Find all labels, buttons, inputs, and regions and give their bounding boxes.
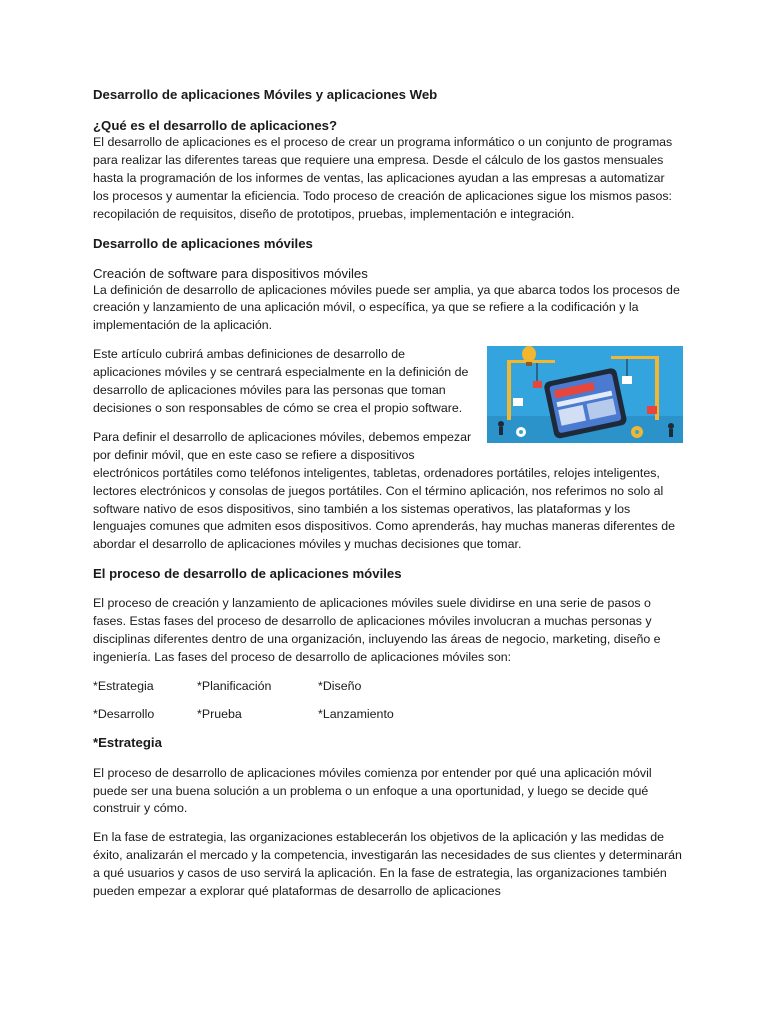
phase-item: *Planificación <box>197 678 272 693</box>
document-body <box>93 86 683 912</box>
strategy-paragraph-1: El proceso de desarrollo de aplicaciones móviles comienza por entender por qué una aplicación móvil puede ser una buena solución a un problema o un enfoque a una oportunidad, y luego se decide qué construir y cómo. <box>93 765 652 816</box>
phase-item: *Estrategia <box>93 678 154 693</box>
phases-row-1 <box>93 678 683 696</box>
document-title: Desarrollo de aplicaciones Móviles y aplicaciones Web <box>93 87 438 102</box>
article-intro-block <box>93 346 683 418</box>
phase-item: *Lanzamiento <box>318 706 394 721</box>
what-is-app-dev-paragraph: El desarrollo de aplicaciones es el proceso de crear un programa informático o un conjunto de programas para realizar las diferentes tareas que requiere una empresa. Desde el cálculo de los gastos mensuales hasta la programación de los informes de ventas, las aplicaciones ayudan a las empresas a automatizar los procesos y aumentar la eficiencia. Todo proceso de creación de aplicaciones sigue los mismos pasos: recopilación de requisitos, diseño de prototipos, pruebas, implementación e integración. <box>93 135 673 221</box>
software-definition-paragraph: La definición de desarrollo de aplicaciones móviles puede ser amplia, ya que abarca todos los procesos de creación y lanzamiento de una aplicación móvil, o específica, ya que se refiere a la codificación y la implementación de la aplicación. <box>93 282 680 333</box>
phases-row-2 <box>93 706 683 724</box>
mobile-app-development-illustration <box>487 346 683 443</box>
phase-item: *Diseño <box>318 678 362 693</box>
software-creation-subheading: Creación de software para dispositivos móviles <box>93 265 368 281</box>
process-heading: El proceso de desarrollo de aplicaciones móviles <box>93 566 402 582</box>
phase-item: *Prueba <box>197 706 242 721</box>
strategy-heading: *Estrategia <box>93 734 162 750</box>
define-mobile-paragraph: Para definir el desarrollo de aplicaciones móviles, debemos empezar por definir móvil, que en este caso se refiere a dispositivos electrónicos portátiles como teléfonos inteligentes, tabletas, ordenadores portátiles, relojes inteligentes, lectores electrónicos y consolas de juegos portátiles. Con el término aplicación, nos referimos no solo al software nativo de esos dispositivos, sino también a los sistemas operativos, las plataformas y los lenguajes comunes que admiten esos dispositivos. Como aprenderás, hay muchas maneras diferentes de abordar el desarrollo de aplicaciones móviles y muchas decisiones que tomar. <box>93 429 675 552</box>
what-is-app-dev-heading: ¿Qué es el desarrollo de aplicaciones? <box>93 118 338 133</box>
strategy-paragraph-2: En la fase de estrategia, las organizaciones establecerán los objetivos de la aplicación y las medidas de éxito, analizarán el mercado y la competencia, investigarán las necesidades de sus clientes y determinarán a qué usuarios y casos de uso servirá la aplicación. En la fase de estrategia, las organizaciones también pueden empezar a explorar qué plataformas de desarrollo de aplicaciones <box>93 830 682 899</box>
phase-item: *Desarrollo <box>93 706 155 721</box>
mobile-dev-heading: Desarrollo de aplicaciones móviles <box>93 235 313 251</box>
article-scope-paragraph: Este artículo cubrirá ambas definiciones de desarrollo de aplicaciones móviles y se centrará especialmente en la definición de desarrollo de aplicaciones móviles para las personas que toman decisiones o son responsables de cómo se crea el propio software. <box>93 347 469 415</box>
process-paragraph: El proceso de creación y lanzamiento de aplicaciones móviles suele dividirse en una serie de pasos o fases. Estas fases del proceso de desarrollo de aplicaciones móviles involucran a muchas personas y disciplinas diferentes dentro de una organización, incluyendo las áreas de negocio, marketing, diseño e ingeniería. Las fases del proceso de desarrollo de aplicaciones móviles son: <box>93 596 661 664</box>
